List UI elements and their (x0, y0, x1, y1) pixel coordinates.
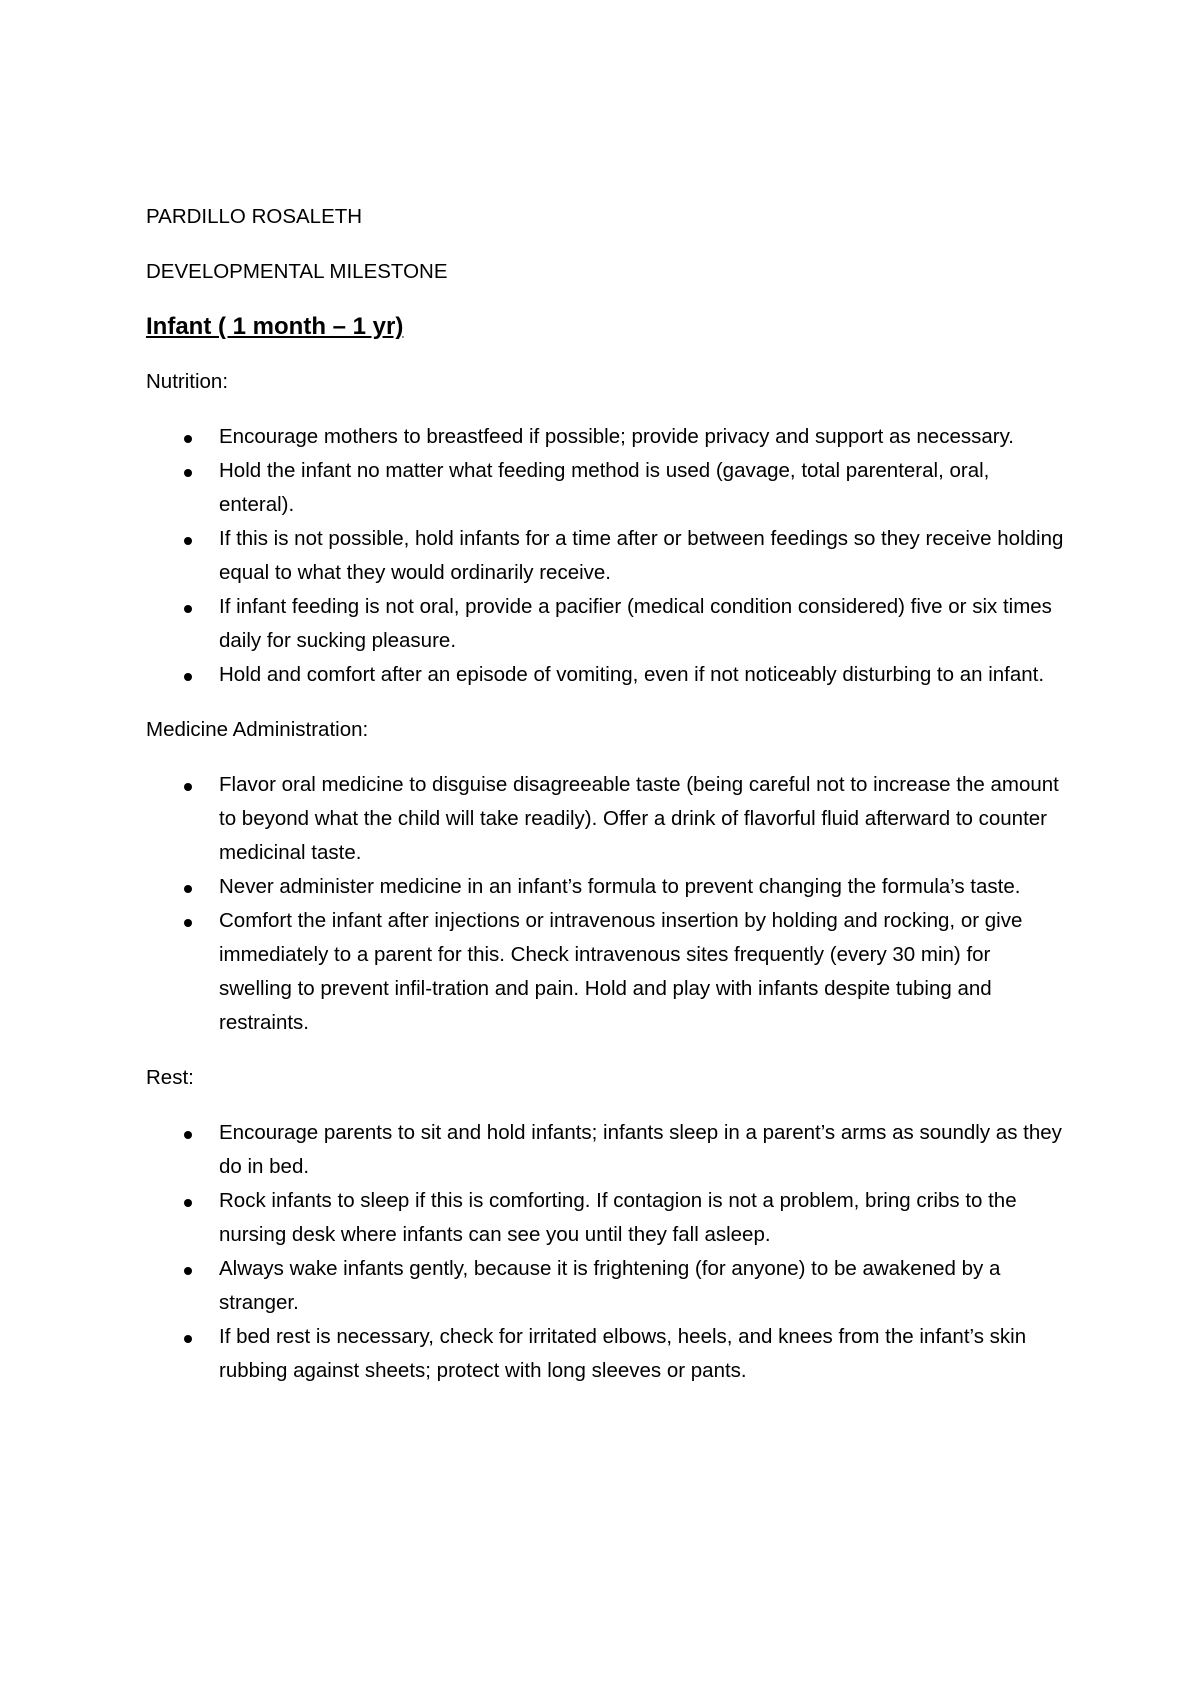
list-item (146, 1252, 1066, 1320)
list-item-text: Always wake infants gently, because it is frightening (for anyone) to be awakened by a stranger. (219, 1257, 1001, 1314)
list-item (146, 522, 1066, 590)
bullet-icon (184, 537, 192, 545)
bullet-icon (184, 783, 192, 791)
nutrition-heading: Nutrition: (146, 370, 229, 393)
bullet-icon (184, 1199, 192, 1207)
bullet-icon (184, 1131, 192, 1139)
list-item (146, 1116, 1066, 1184)
list-item-text: If bed rest is necessary, check for irritated elbows, heels, and knees from the infant’s skin rubbing against sheets; protect with long sleeves or pants. (219, 1325, 1027, 1382)
bullet-icon (184, 469, 192, 477)
bullet-icon (184, 673, 192, 681)
list-item (146, 590, 1066, 658)
list-item (146, 454, 1066, 522)
list-item-text: Hold the infant no matter what feeding method is used (gavage, total parenteral, oral, enteral). (219, 459, 990, 516)
medicine-heading: Medicine Administration: (146, 718, 369, 741)
list-item (146, 658, 1066, 692)
list-item-text: Flavor oral medicine to disguise disagreeable taste (being careful not to increase the amount to beyond what the child will take readily). Offer a drink of flavorful fluid afterward to counter medicinal taste. (219, 773, 1059, 864)
document-title: DEVELOPMENTAL MILESTONE (146, 260, 448, 283)
list-item (146, 870, 1066, 904)
bullet-icon (184, 1335, 192, 1343)
bullet-icon (184, 919, 192, 927)
bullet-icon (184, 885, 192, 893)
author-name: PARDILLO ROSALETH (146, 205, 363, 228)
list-item-text: Never administer medicine in an infant’s formula to prevent changing the formula’s taste. (219, 875, 1021, 898)
section-heading: Infant ( 1 month – 1 yr) (146, 313, 404, 340)
list-item-text: If this is not possible, hold infants for a time after or between feedings so they receive holding equal to what they would ordinarily receive. (219, 527, 1064, 584)
bullet-icon (184, 605, 192, 613)
rest-heading: Rest: (146, 1066, 194, 1089)
medicine-list (146, 768, 1066, 1040)
list-item (146, 904, 1066, 1040)
nutrition-list (146, 420, 1066, 692)
list-item-text: Encourage parents to sit and hold infants; infants sleep in a parent’s arms as soundly as they do in bed. (219, 1121, 1062, 1178)
list-item (146, 768, 1066, 870)
list-item (146, 420, 1066, 454)
list-item-text: Hold and comfort after an episode of vomiting, even if not noticeably disturbing to an infant. (219, 663, 1045, 686)
list-item (146, 1320, 1066, 1388)
list-item-text: Encourage mothers to breastfeed if possible; provide privacy and support as necessary. (219, 425, 1014, 448)
list-item-text: Rock infants to sleep if this is comforting. If contagion is not a problem, bring cribs to the nursing desk where infants can see you until they fall asleep. (219, 1189, 1017, 1246)
rest-list (146, 1116, 1066, 1388)
list-item-text: If infant feeding is not oral, provide a pacifier (medical condition considered) five or six times daily for sucking pleasure. (219, 595, 1052, 652)
list-item-text: Comfort the infant after injections or intravenous insertion by holding and rocking, or give immediately to a parent for this. Check intravenous sites frequently (every 30 min) for swelling to prevent infil-tration and pain. Hold and play with infants despite tubing and restraints. (219, 909, 1023, 1034)
list-item (146, 1184, 1066, 1252)
bullet-icon (184, 1267, 192, 1275)
document-body (146, 200, 1066, 1409)
bullet-icon (184, 435, 192, 443)
